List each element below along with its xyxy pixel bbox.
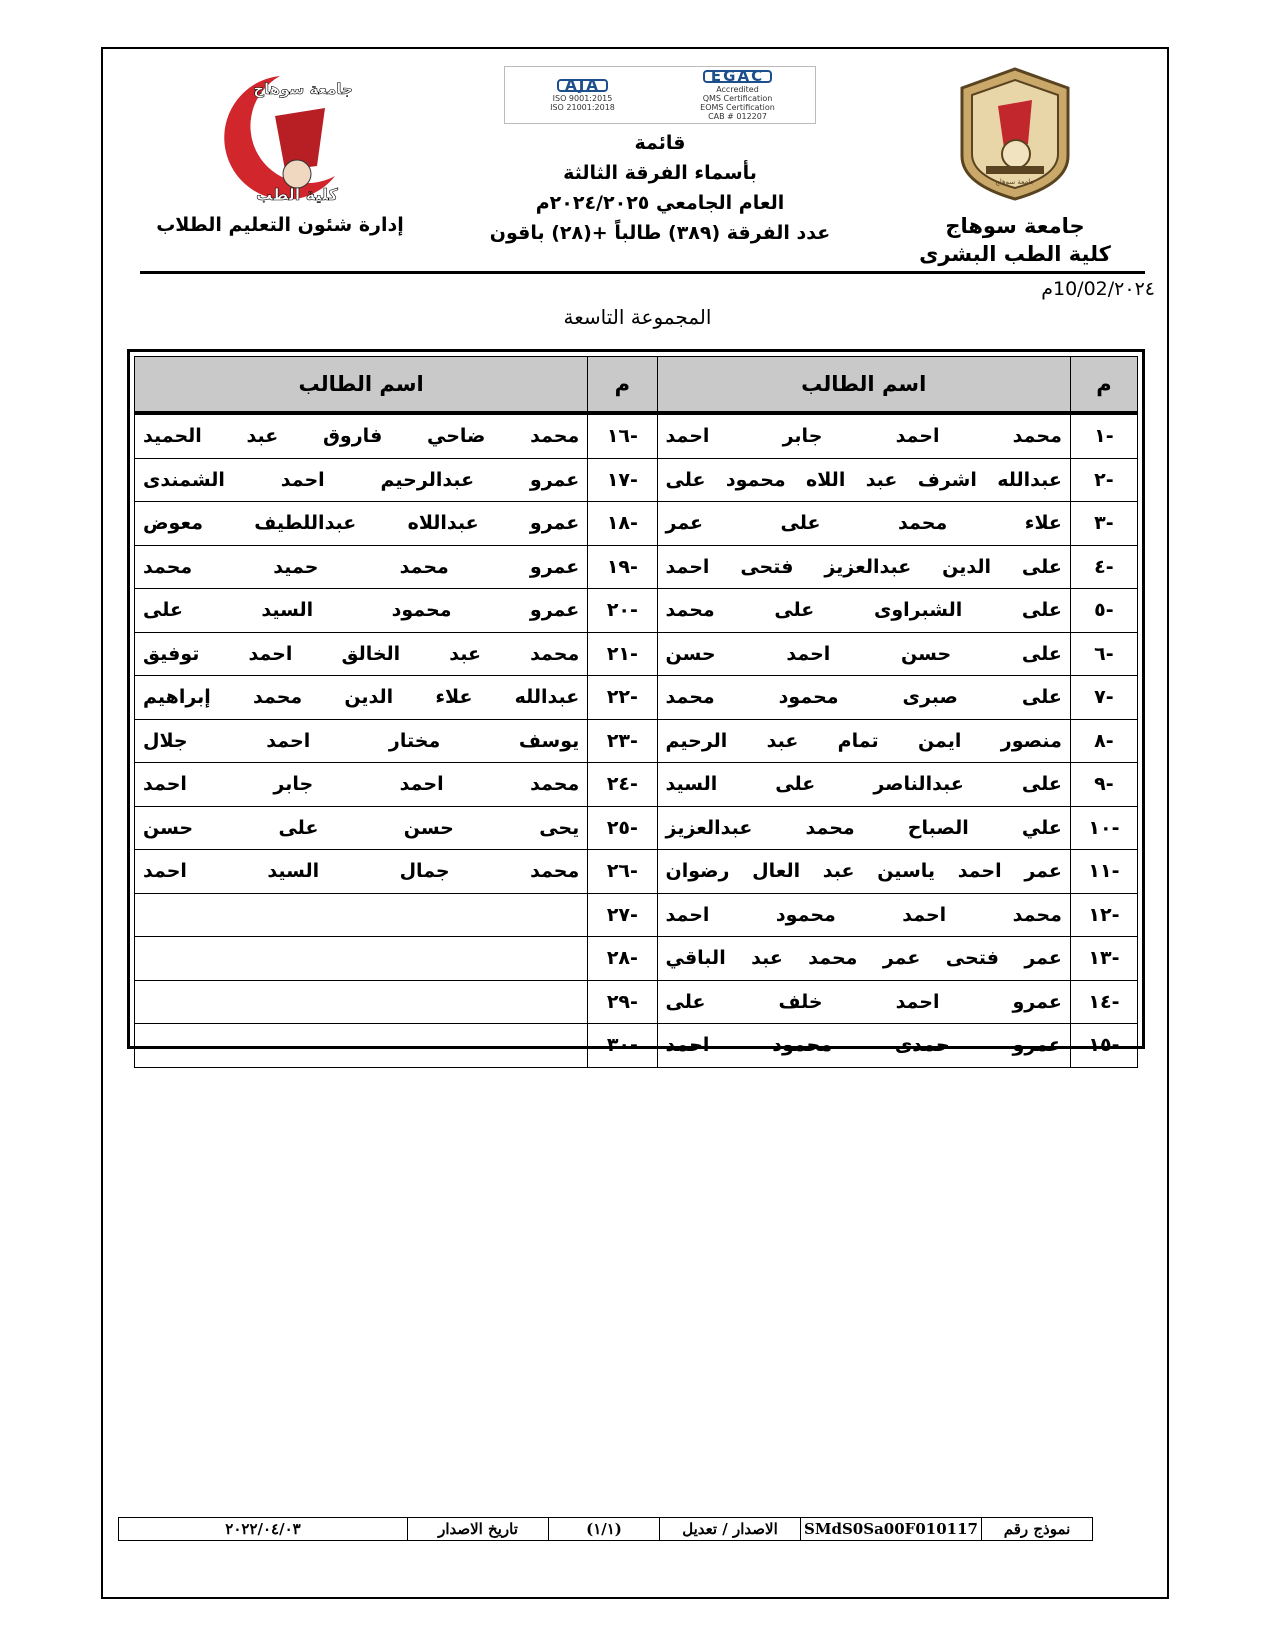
student-name: محمد ضاحي فاروق عبد الحميد	[135, 413, 588, 458]
student-name: عبدالله اشرف عبد اللاه محمود على	[657, 458, 1070, 502]
logo-sub-text: كلية الطب	[256, 185, 338, 204]
row-number: -٢٧	[588, 893, 657, 937]
row-number: -٢٥	[588, 806, 657, 850]
university-name: جامعة سوهاج	[945, 214, 1085, 238]
row-number: -١٣	[1070, 937, 1137, 981]
row-number: -٢	[1070, 458, 1137, 502]
row-number: -٢٢	[588, 676, 657, 720]
row-number: -٢٠	[588, 589, 657, 633]
student-name: عمرو محمد حميد محمد	[135, 545, 588, 589]
student-name: يوسف مختار احمد جلال	[135, 719, 588, 763]
student-name: محمد احمد محمود احمد	[657, 893, 1070, 937]
col-header-number: م	[1070, 357, 1137, 414]
issue-value: (١/١)	[548, 1518, 659, 1540]
egac-certificate	[660, 67, 815, 123]
row-number: -٤	[1070, 545, 1137, 589]
cert-line: CAB # 012207	[708, 111, 767, 121]
row-number: -٩	[1070, 763, 1137, 807]
department-block	[150, 66, 410, 236]
row-number: -٢٣	[588, 719, 657, 763]
table-row	[135, 1024, 1138, 1068]
student-name	[135, 937, 588, 981]
row-number: -١٧	[588, 458, 657, 502]
egac-logo-icon: EGAC	[703, 70, 772, 83]
cert-line: QMS Certification	[702, 93, 773, 103]
col-header-number: م	[588, 357, 657, 414]
row-number: -١٤	[1070, 980, 1137, 1024]
table-row	[135, 980, 1138, 1024]
row-number: -٢٤	[588, 763, 657, 807]
student-name: يحى حسن على حسن	[135, 806, 588, 850]
row-number: -١١	[1070, 850, 1137, 894]
aja-logo-icon: AJA	[557, 79, 608, 92]
col-header-name: اسم الطالب	[657, 357, 1070, 414]
student-name	[135, 1024, 588, 1068]
row-number: -١٠	[1070, 806, 1137, 850]
student-name: محمد احمد جابر احمد	[135, 763, 588, 807]
table-row	[135, 545, 1138, 589]
row-number: -١٨	[588, 502, 657, 546]
document-date: ٢٠٢٤/10/02م	[1041, 278, 1155, 300]
table-row	[135, 413, 1138, 458]
doc-subtitle: بأسماء الفرقة الثالثة	[563, 162, 757, 184]
university-block	[915, 66, 1115, 268]
row-number: -٢٦	[588, 850, 657, 894]
student-name: علاء محمد على عمر	[657, 502, 1070, 546]
form-footer	[118, 1517, 1093, 1541]
row-number: -٥	[1070, 589, 1137, 633]
cert-line: EOMS Certification	[700, 102, 775, 112]
table-row	[135, 719, 1138, 763]
table-row	[135, 850, 1138, 894]
row-number: -٨	[1070, 719, 1137, 763]
table-row	[135, 676, 1138, 720]
academic-year: العام الجامعي ٢٠٢٤/٢٠٢٥م	[535, 192, 785, 214]
row-number: -٧	[1070, 676, 1137, 720]
table-row	[135, 937, 1138, 981]
row-number: -١٩	[588, 545, 657, 589]
student-name: عمرو محمود السيد على	[135, 589, 588, 633]
row-number: -٢١	[588, 632, 657, 676]
student-name: عمرو عبدالرحيم احمد الشمندى	[135, 458, 588, 502]
student-name: عمرو حمدى محمود احمد	[657, 1024, 1070, 1068]
col-header-name: اسم الطالب	[135, 357, 588, 414]
student-name: على صبرى محمود محمد	[657, 676, 1070, 720]
header-divider	[140, 271, 1145, 274]
table-row	[135, 893, 1138, 937]
cert-line: Accredited	[716, 84, 759, 94]
student-name: منصور ايمن تمام عبد الرحيم	[657, 719, 1070, 763]
table-row	[135, 763, 1138, 807]
student-name	[135, 980, 588, 1024]
row-number: -١٥	[1070, 1024, 1137, 1068]
seal-text: جامعة سوهاج	[995, 178, 1035, 186]
table-header-row	[135, 357, 1138, 414]
row-number: -٦	[1070, 632, 1137, 676]
student-name: محمد عبد الخالق احمد توفيق	[135, 632, 588, 676]
group-title: المجموعة التاسعة	[563, 305, 712, 329]
student-name: على عبدالناصر على السيد	[657, 763, 1070, 807]
issue-date-label: تاريخ الاصدار	[407, 1518, 548, 1540]
doc-title: قائمة	[634, 132, 686, 154]
student-name	[135, 893, 588, 937]
student-name: على حسن احمد حسن	[657, 632, 1070, 676]
student-name: عمر فتحى عمر محمد عبد الباقي	[657, 937, 1070, 981]
title-block	[480, 66, 840, 248]
student-name: عمرو احمد خلف على	[657, 980, 1070, 1024]
row-number: -٢٨	[588, 937, 657, 981]
student-name: عبدالله علاء الدين محمد إبراهيم	[135, 676, 588, 720]
department-name: إدارة شئون التعليم الطلاب	[156, 214, 404, 236]
table-row	[135, 589, 1138, 633]
student-name: محمد احمد جابر احمد	[657, 413, 1070, 458]
row-number: -٣٠	[588, 1024, 657, 1068]
issue-date-value: ٢٠٢٢/٠٤/٠٣	[225, 1520, 301, 1538]
student-name: محمد جمال السيد احمد	[135, 850, 588, 894]
students-table	[134, 356, 1138, 1068]
logo-text: جامعة سوهاج	[253, 80, 353, 98]
form-label: نموذج رقم	[981, 1518, 1092, 1540]
table-row	[135, 806, 1138, 850]
student-name: على الدين عبدالعزيز فتحى احمد	[657, 545, 1070, 589]
aja-certificate	[505, 67, 660, 123]
table-row	[135, 632, 1138, 676]
row-number: -١	[1070, 413, 1137, 458]
table-row	[135, 502, 1138, 546]
row-number: -١٦	[588, 413, 657, 458]
form-code: SMdS0Sa00F010117	[800, 1518, 981, 1540]
table-row	[135, 458, 1138, 502]
student-name: عمر احمد ياسين عبد العال رضوان	[657, 850, 1070, 894]
row-number: -٣	[1070, 502, 1137, 546]
faculty-logo-icon	[185, 66, 375, 206]
student-name: علي الصباح محمد عبدالعزيز	[657, 806, 1070, 850]
certification-logos	[504, 66, 816, 124]
class-count: عدد الفرقة (٣٨٩) طالباً +(٢٨) باقون	[489, 222, 831, 244]
cert-line: ISO 9001:2015	[552, 93, 613, 103]
row-number: -١٢	[1070, 893, 1137, 937]
university-seal-icon	[956, 66, 1074, 202]
students-table-frame	[127, 349, 1145, 1057]
student-name: على الشبراوى على محمد	[657, 589, 1070, 633]
student-name: عمرو عبداللاه عبداللطيف معوض	[135, 502, 588, 546]
row-number: -٢٩	[588, 980, 657, 1024]
faculty-name: كلية الطب البشرى	[919, 242, 1111, 266]
cert-line: ISO 21001:2018	[550, 102, 615, 112]
issue-label: الاصدار / تعديل	[659, 1518, 800, 1540]
